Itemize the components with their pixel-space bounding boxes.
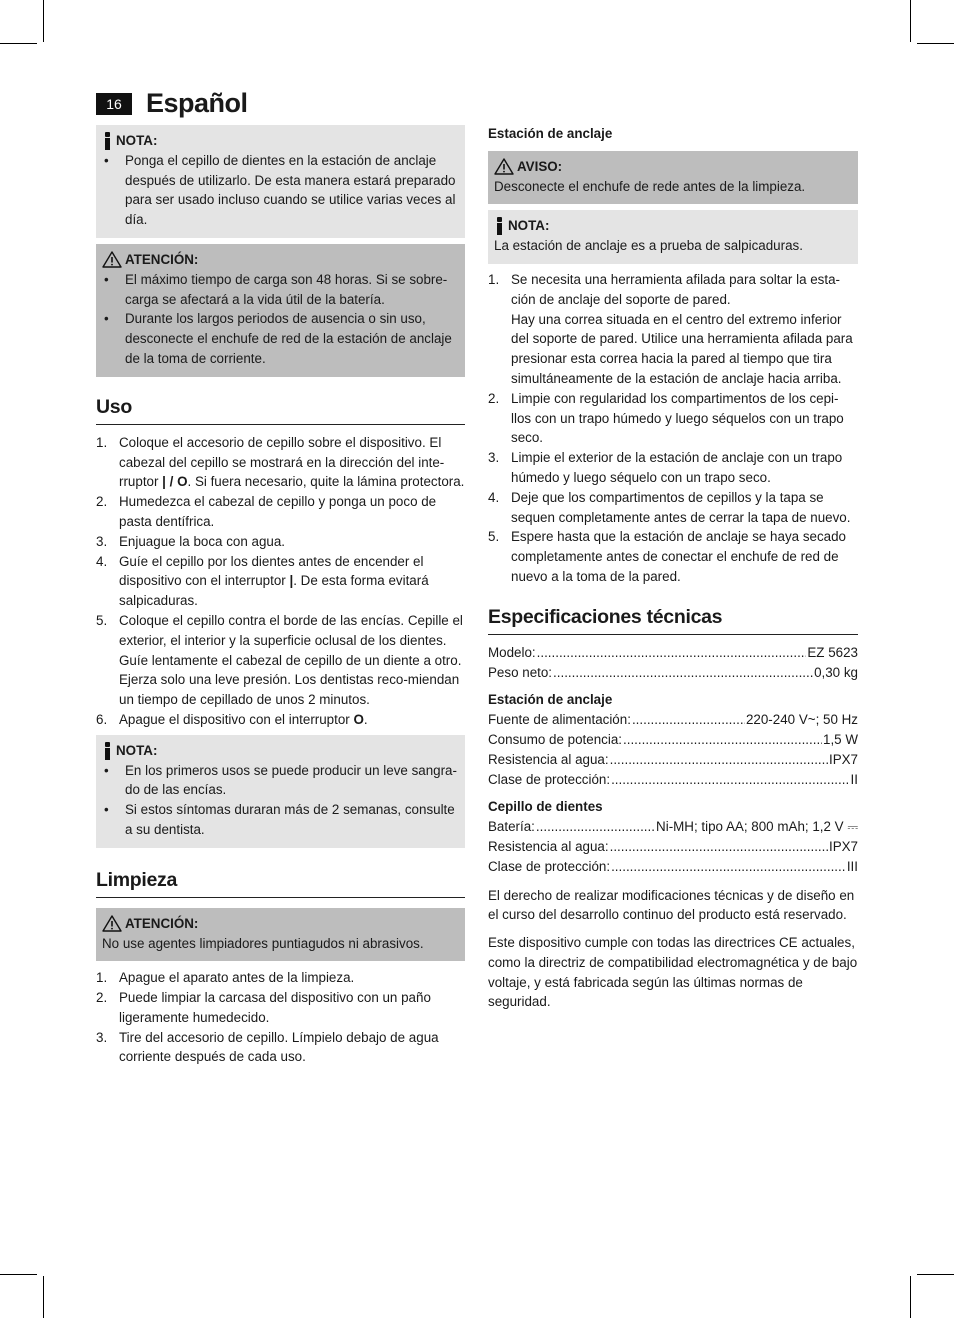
crop-mark [43,1276,44,1318]
warning-heading [494,157,852,177]
spec-row: Peso neto: ..... 0,30 kg [488,663,858,683]
caution-heading [102,250,459,270]
crop-mark [910,1276,911,1318]
list-item: 6. Apague el dispositivo con el interruptor O. [96,711,368,727]
section-heading-limpieza: Limpieza [96,868,465,898]
crop-mark [0,43,37,44]
warning-icon [102,251,122,268]
note-heading [494,216,852,236]
note-box [96,735,465,848]
caution-box [96,908,465,962]
spec-list-estacion [488,710,858,789]
spec-row: Resistencia al agua: ..... IPX7 [488,837,858,857]
info-icon [494,217,504,235]
crop-mark [0,1274,37,1275]
station-cleaning-steps [488,270,858,587]
page-title: Español [146,88,248,118]
list-item: • El máximo tiempo de carga son 48 horas. Si se sobre-carga se afectará a la vida útil de la batería. [102,270,459,310]
warning-box [488,151,858,205]
spec-row: Consumo de potencia: ..... 1,5 W [488,730,858,750]
right-column [488,124,858,1020]
spec-row: Modelo: ..... EZ 5623 [488,643,858,663]
section-heading-specs: Especificaciones técnicas [488,605,858,635]
spec-list-general [488,643,858,683]
list-item: • Si estos síntomas duraran más de 2 semanas, consulte a su dentista. [102,800,459,840]
crop-mark [910,0,911,42]
spec-list-cepillo [488,817,858,876]
crop-mark [43,0,44,42]
list-item: 4. Guíe el cepillo por los dientes antes de encender el dispositivo con el interruptor |. De esta forma evitará salpicaduras. [96,553,429,609]
caution-box [96,244,465,377]
left-column [96,125,465,1067]
list-item: • Ponga el cepillo de dientes en la estación de anclaje después de utilizarlo. De esta manera estará preparado para ser usado incluso cuando se utilice varias veces al día. [102,151,459,230]
caution-heading [102,914,459,934]
warning-icon [494,158,514,175]
list-item: 1. Apague el aparato antes de la limpieza. [96,970,355,986]
caution-label: ATENCIÓN: [125,915,199,931]
note-label: NOTA: [508,218,550,234]
list-item: 4. Deje que los compartimentos de cepillos y la tapa se sequen completamente antes de cerrar la tapa de nuevo. [488,489,851,525]
info-icon [102,132,112,150]
note-label: NOTA: [116,133,158,148]
list-item: 1. Se necesita una herramienta afilada para soltar la esta-ción de anclaje del soporte de pared. Hay una correa situada en el centro del extremo inferior del soporte de pared. Utilice una herramienta afilada para presionar esta correa hacia la pared al tiempo que tira simultáneamente de la estación de anclaje hacia arriba. [488,271,853,386]
list-item: 3. Enjuague la boca con agua. [96,533,286,549]
subheading-spec-estacion: Estación de anclaje [488,692,613,708]
spec-row: Fuente de alimentación: ..... 220-240 V~; 50 Hz [488,710,858,730]
note-box [488,210,858,264]
list-item: 3. Tire del accesorio de cepillo. Límpielo debajo de agua corriente después de cada uso. [96,1029,439,1065]
list-item: 5. Coloque el cepillo contra el borde de las encías. Cepille el exterior, el interior y la superficie oclusal de los dientes. Guíe lentamente el cabezal de cepillo de un diente a otro. Ejerza solo una leve presión. Los dentistas reco-miendan un tiempo de cepillado de unos 2 minutos. [96,612,463,708]
note-label: NOTA: [116,742,158,758]
list-item: 1. Coloque el accesorio de cepillo sobre el dispositivo. El cabezal del cepillo se mostrará en la dirección del inte-rruptor | / O. Si fuera necesario, quite la lámina protectora. [96,434,465,490]
note-text: La estación de anclaje es a prueba de salpicaduras. [494,238,803,254]
list-item: • Durante los largos periodos de ausencia o sin uso, desconecte el enchufe de red de la estación de anclaje de la toma de corriente. [102,309,459,368]
spec-row: Clase de protección: ..... III [488,857,858,877]
spec-note: El derecho de realizar modificaciones técnicas y de diseño en el curso del desarrollo continuo del producto está reservado. [488,887,855,923]
note-heading [102,741,459,761]
subheading-spec-cepillo: Cepillo de dientes [488,799,603,815]
section-heading-uso: Uso [96,395,465,425]
cleaning-steps [96,968,465,1067]
spec-row: Resistencia al agua: ..... IPX7 [488,750,858,770]
list-item: 5. Espere hasta que la estación de anclaje se haya secado completamente antes de conectar el enchufe de red de nuevo a la toma de la pared. [488,529,846,584]
info-icon [102,742,112,760]
subheading-estacion: Estación de anclaje [488,126,613,141]
note-heading [102,131,459,151]
warning-icon [102,915,122,932]
usage-steps [96,433,465,730]
caution-text: No use agentes limpiadores puntiagudos ni abrasivos. [102,935,424,951]
list-item: 3. Limpie el exterior de la estación de anclaje con un trapo húmedo y luego séquelo con un trapo seco. [488,450,843,485]
page-header [96,86,248,120]
caution-label: ATENCIÓN: [125,251,199,267]
crop-mark [917,43,954,44]
list-item: 2. Limpie con regularidad los compartimentos de los cepi-llos con un trapo húmedo y luego séquelos con un trapo seco. [488,390,844,446]
crop-mark [917,1274,954,1275]
list-item: 2. Puede limpiar la carcasa del dispositivo con un paño ligeramente humedecido. [96,990,431,1025]
spec-row: Batería: ..... Ni-MH; tipo AA; 800 mAh; 1,2 V ⎓ [488,817,858,837]
list-item: 2. Humedezca el cabezal de cepillo y ponga un poco de pasta dentífrica. [96,494,437,529]
page-number: 16 [96,93,132,115]
warning-text: Desconecte el enchufe de rede antes de la limpieza. [494,178,806,194]
list-item: • En los primeros usos se puede producir un leve sangra-do de las encías. [102,761,459,801]
spec-note: Este dispositivo cumple con todas las directrices CE actuales, como la directriz de compatibilidad electromagnética y de bajo voltaje, y está fabricada según las últimas normas de seguridad. [488,935,858,1010]
spec-row: Clase de protección: ..... II [488,770,858,790]
warning-label: AVISO: [517,158,563,174]
note-box [96,125,465,238]
